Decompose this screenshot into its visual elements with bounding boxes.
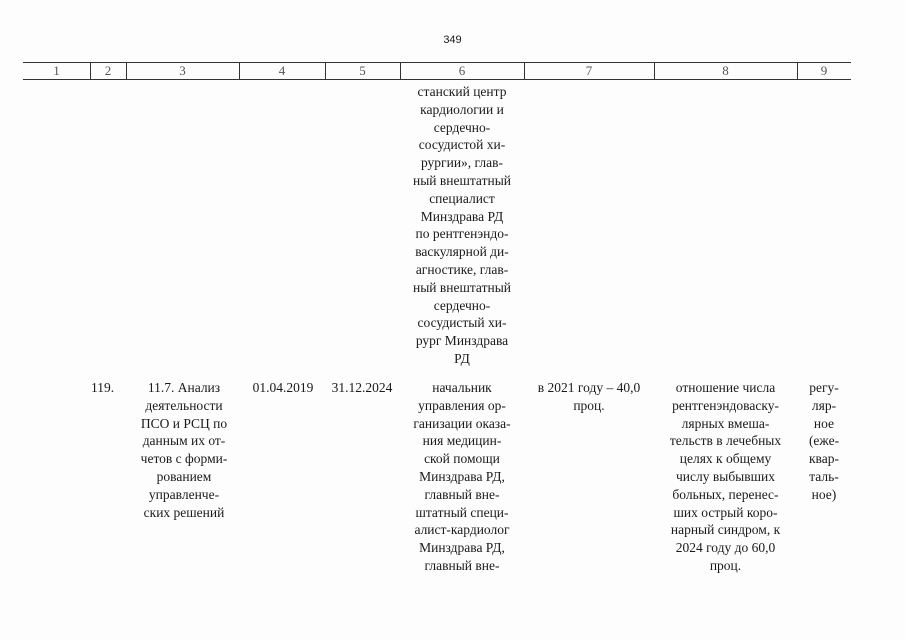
end-date-cell: 31.12.2024 — [331, 380, 393, 395]
column-divider — [126, 62, 127, 80]
column-number-6: 6 — [458, 63, 466, 78]
row-number-cell: 119. — [91, 380, 115, 395]
column-number-8: 8 — [722, 63, 729, 78]
page-number: 349 — [443, 34, 462, 46]
column-divider — [325, 62, 326, 80]
column-divider — [400, 62, 401, 80]
column-number-4: 4 — [278, 63, 286, 78]
column-number-7: 7 — [585, 63, 593, 78]
measure-name-cell: 11.7. Анализ деятельности ПСО и РСЦ по данным их от- четов с форми- рованием управленче- ских решений — [140, 380, 228, 520]
column-divider — [654, 62, 655, 80]
column-divider — [90, 62, 91, 80]
result-cell: отношение числа рентгенэндоваску- лярных вмеша- тельств в лечебных целях к общему числу выбывших больных, перенес- ших острый коро- нарный синдром, к 2024 году до 60,0 проц. — [669, 380, 782, 573]
column-divider — [239, 62, 240, 80]
indicator-cell: в 2021 году – 40,0 проц. — [537, 380, 641, 413]
start-date-cell: 01.04.2019 — [252, 380, 314, 395]
column-divider — [524, 62, 525, 80]
column-number-9: 9 — [820, 63, 828, 78]
continuation-responsible-cell: станский центр кардиологии и сердечно- сосудистой хи- рургии», глав- ный внештатный специалист Минздрава РД по рентгенэндо- васкулярной ди- агностике, глав- ный внештатный сердечно- сосудистый хи- рург Минздрава РД — [412, 84, 511, 366]
column-number-5: 5 — [359, 63, 366, 78]
periodicity-cell: регу- ляр- ное (еже- квар- таль- ное) — [808, 380, 840, 502]
column-number-1: 1 — [53, 63, 60, 78]
column-number-3: 3 — [179, 63, 186, 78]
column-number-2: 2 — [104, 63, 112, 78]
column-divider — [797, 62, 798, 80]
responsible-cell: начальник управления ор- ганизации оказа- ния медицин- ской помощи Минздрава РД, главный вне- штатный специ- алист-кардиолог Минздрава РД, главный вне- — [413, 380, 511, 573]
table-header-row — [23, 62, 851, 80]
